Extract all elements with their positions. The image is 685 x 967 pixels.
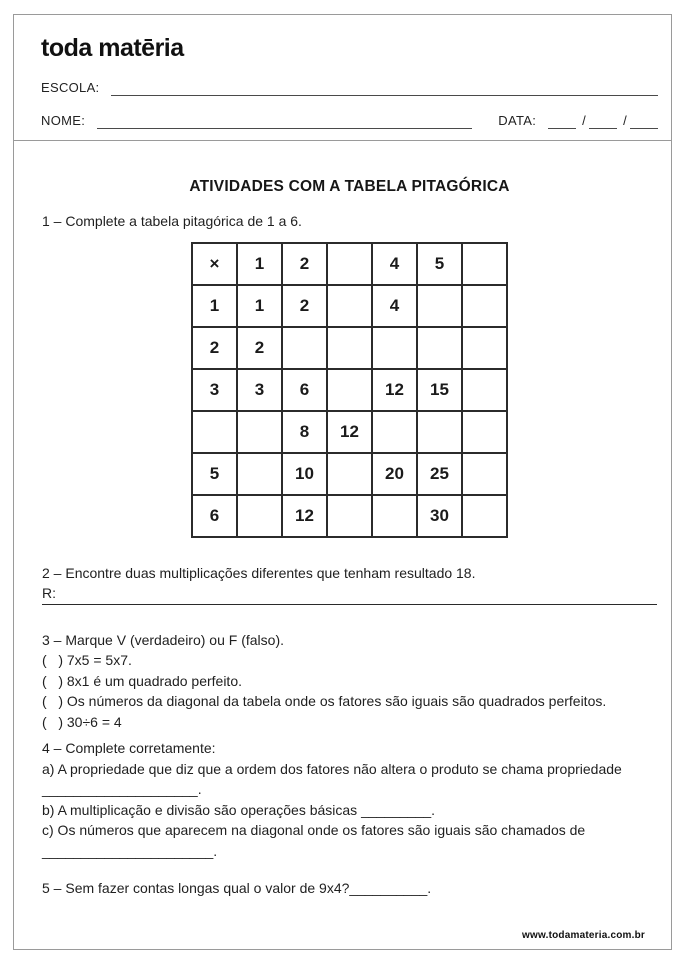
table-cell-blank [327, 243, 372, 285]
table-cell-blank [462, 285, 507, 327]
table-cell-value: 1 [192, 285, 237, 327]
question-4-block [42, 738, 657, 861]
date-group [498, 113, 658, 129]
table-cell-value: 15 [417, 369, 462, 411]
table-row [192, 495, 507, 537]
table-cell-blank [462, 243, 507, 285]
school-label: ESCOLA: [41, 80, 100, 95]
table-row [192, 243, 507, 285]
page-header [14, 15, 671, 141]
table-cell-blank [237, 411, 282, 453]
date-slash: / [582, 113, 587, 128]
table-cell-value: 12 [327, 411, 372, 453]
table-cell-value: 25 [417, 453, 462, 495]
table-cell-blank [417, 285, 462, 327]
true-false-item: ( ) 30÷6 = 4 [42, 713, 122, 730]
table-cell-blank [327, 495, 372, 537]
true-false-item: ( ) 7x5 = 5x7. [42, 652, 132, 668]
question-3-text: 3 – Marque V (verdadeiro) ou F (falso). [42, 631, 284, 648]
date-year-blank [630, 117, 658, 129]
true-false-item: ( ) 8x1 é um quadrado perfeito. [42, 672, 242, 689]
table-cell-blank [327, 369, 372, 411]
table-cell-value: 5 [417, 243, 462, 285]
question-4-text: 4 – Complete corretamente: [42, 740, 216, 756]
question-1-text: 1 – Complete a tabela pitagórica de 1 a 6. [42, 213, 302, 229]
table-cell-blank [372, 495, 417, 537]
table-cell-blank [462, 495, 507, 537]
table-cell-blank [282, 327, 327, 369]
table-cell-value: 12 [372, 369, 417, 411]
table-cell-blank [327, 285, 372, 327]
table-cell-value: 2 [192, 327, 237, 369]
table-cell-value: 4 [372, 243, 417, 285]
question-3-block [42, 630, 657, 733]
table-row [192, 327, 507, 369]
table-cell-value: × [192, 243, 237, 285]
school-blank-line [111, 84, 658, 96]
table-cell-blank [462, 369, 507, 411]
table-cell-blank [417, 411, 462, 453]
question-5-text: 5 – Sem fazer contas longas qual o valor de 9x4?__________. [42, 880, 432, 896]
true-false-item: ( ) Os números da diagonal da tabela onde os fatores são iguais são quadrados perfeitos. [42, 693, 607, 709]
table-cell-blank [237, 495, 282, 537]
school-field-row [41, 80, 658, 96]
table-cell-value: 2 [282, 243, 327, 285]
website-url: www.todamateria.com.br [522, 930, 645, 941]
table-cell-blank [372, 411, 417, 453]
worksheet-content [14, 178, 671, 899]
table-cell-value: 10 [282, 453, 327, 495]
worksheet-title: ATIVIDADES COM A TABELA PITAGÓRICA [189, 178, 510, 195]
fill-in-item: b) A multiplicação e divisão são operações básicas _________. [42, 801, 436, 818]
date-day-blank [548, 117, 576, 129]
table-cell-value: 6 [192, 495, 237, 537]
table-cell-value: 20 [372, 453, 417, 495]
table-row [192, 411, 507, 453]
date-month-blank [589, 117, 617, 129]
table-cell-value: 3 [237, 369, 282, 411]
table-cell-value: 6 [282, 369, 327, 411]
toda-materia-logo: toda matēria [41, 34, 184, 62]
table-row [192, 369, 507, 411]
table-cell-blank [462, 411, 507, 453]
table-cell-value: 3 [192, 369, 237, 411]
table-cell-blank [417, 327, 462, 369]
table-cell-value: 30 [417, 495, 462, 537]
table-cell-blank [237, 453, 282, 495]
table-cell-blank [462, 327, 507, 369]
table-cell-value: 1 [237, 243, 282, 285]
table-cell-value: 12 [282, 495, 327, 537]
pythagorean-table [191, 242, 508, 538]
table-cell-blank [372, 327, 417, 369]
question-2-block [42, 563, 657, 605]
question-2-answer-row [42, 583, 657, 605]
fill-in-item: a) A propriedade que diz que a ordem dos fatores não altera o produto se chama propriedade ____________________. [42, 760, 626, 797]
name-label: NOME: [41, 113, 86, 128]
table-row [192, 453, 507, 495]
table-cell-blank [192, 411, 237, 453]
table-cell-blank [327, 327, 372, 369]
table-cell-value: 5 [192, 453, 237, 495]
table-row [192, 285, 507, 327]
date-label: DATA: [498, 113, 537, 128]
table-cell-value: 4 [372, 285, 417, 327]
worksheet-page [13, 14, 672, 950]
table-cell-value: 2 [282, 285, 327, 327]
table-cell-value: 2 [237, 327, 282, 369]
date-slash: / [623, 113, 627, 128]
table-cell-value: 8 [282, 411, 327, 453]
table-cell-blank [327, 453, 372, 495]
fill-in-item: c) Os números que aparecem na diagonal onde os fatores são iguais são chamados de ______________________. [42, 822, 590, 859]
name-blank-line [97, 117, 472, 129]
question-2-text: 2 – Encontre duas multiplicações diferentes que tenham resultado 18. [42, 564, 476, 581]
table-cell-value: 1 [237, 285, 282, 327]
answer-label: R: [42, 585, 56, 601]
table-cell-blank [462, 453, 507, 495]
name-date-field-row [41, 113, 658, 129]
